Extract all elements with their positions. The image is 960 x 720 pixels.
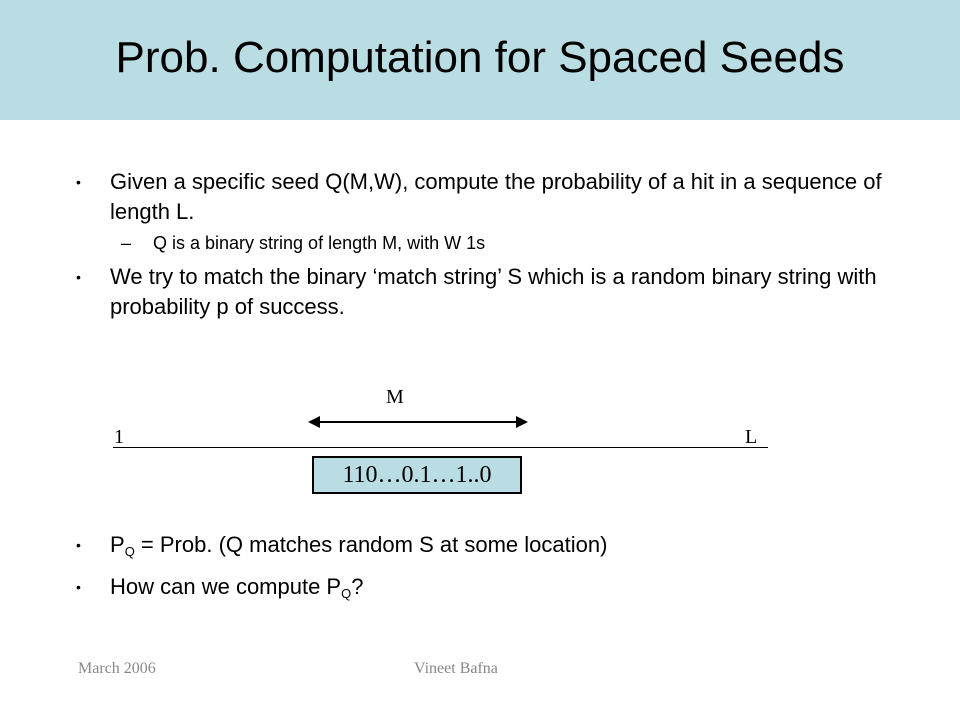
pq-lead: P	[110, 532, 125, 557]
double-arrow-icon	[308, 412, 528, 432]
slide-title: Prob. Computation for Spaced Seeds	[115, 33, 845, 82]
diagram-end-label: L	[745, 426, 758, 448]
bullet-pq-definition	[76, 530, 900, 567]
bullet-text: We try to match the binary ‘match string’ S which is a random binary string with probability p of success.	[110, 264, 877, 319]
bullet-match-string	[76, 262, 900, 322]
question-subscript: Q	[341, 586, 352, 601]
bullet-dot-icon: •	[76, 174, 81, 190]
footer-author: Vineet Bafna	[414, 660, 498, 677]
bullet-dot-icon: •	[76, 269, 81, 285]
pq-subscript: Q	[124, 544, 135, 559]
bullet-question	[76, 572, 900, 609]
dash-icon: –	[121, 233, 132, 253]
pq-rest: = Prob. (Q matches random S at some location)	[134, 532, 608, 557]
question-rest: ?	[351, 574, 364, 599]
sub-bullet-text: Q is a binary string of length M, with W 1s	[153, 233, 486, 253]
seed-box: 110…0.1…1..0	[312, 456, 522, 494]
bullet-seed-definition	[76, 167, 900, 227]
bullet-dot-icon: •	[76, 537, 81, 553]
question-lead: How can we compute P	[110, 574, 342, 599]
sub-bullet-q-definition	[121, 231, 486, 255]
footer-date: March 2006	[78, 660, 156, 677]
sequence-line	[113, 447, 768, 448]
diagram-start-label: 1	[114, 426, 124, 448]
bullet-text: Given a specific seed Q(M,W), compute the probability of a hit in a sequence of length L.	[110, 169, 882, 224]
diagram-m-label: M	[386, 386, 404, 408]
bullet-dot-icon: •	[76, 579, 81, 595]
